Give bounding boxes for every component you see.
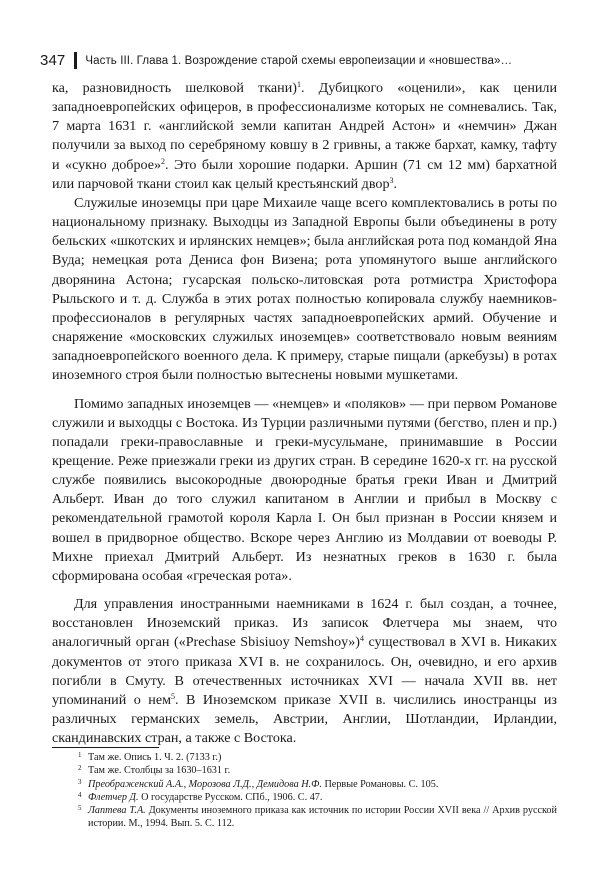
author-name: Преображенский А.А., Морозова Л.Д., Демидова Н.Ф. [88,778,322,790]
text-run: Помимо западных иноземцев — «немцев» и «поляков» — при первом Романове служили и выходцы с Востока. Из Турции различными путями (бегство, плен и пр.) попадали греки-православные и греки-мусульмане, принимавшие в России крещение. Реже приезжали греки из других стран. В середине 1620-х гг. на русской службе появились высокородные двоюродные братья греки Иван и Дмитрий Альберт. Иван до того служил капитаном в Англии и прибыл в Москву с рекомендательной грамотой короля Карла I. Он был признан в России князем и вошел в придворное общество. Вскоре через Англию из Молдавии от воеводы Р. Михне приехал Дмитрий Альберт. Из незнатных греков в 1630 г. была сформирована особая «греческая рота». [52,395,557,584]
text-run: . В Иноземском приказе XVII в. числились иностранцы из различных германских земель, Австрии, Англии, Шотландии, Ирландии, скандинавских стран, а также с Востока. [52,691,557,747]
text-run: Там же. Опись 1. Ч. 2. (7133 г.) [88,752,222,763]
footnote-ref: 3 [389,175,394,185]
text-run: Там же. Столбцы за 1630–1631 г. [88,765,231,777]
text-run: существовал в XVI в. Никаких документов от этого приказа XVI в. не сохранилось. Он, очевидно, и его архив погибли в Смуту. В отечественных источниках XVI — начала XVII вв. нет упоминаний о нем [52,634,558,708]
header-divider [74,52,77,69]
text-run: О государстве Русском. СПб., 1906. С. 47. [138,791,323,803]
main-text [52,79,557,748]
footnote [52,791,557,804]
text-run: . Это были хорошие подарки. Аршин (71 см 12 мм) бархатной или парчовой ткани стоил как целый крестьянский двор [52,156,557,192]
footnote-ref: 5 [171,691,176,701]
running-title: Часть III. Глава 1. Возрождение старой схемы европеизации и «новшества»… [85,54,513,67]
footnote-number: 3 [78,777,82,786]
text-run: Для управления иностранными наемниками в 1624 г. был создан, а точнее, восстановлен Иноземский приказ. Из записок Флетчера мы знаем, что аналогичный орган («Prechase Sbisiuoy Nemshoy») [52,596,557,651]
paragraph [52,595,557,748]
footnote-number: 2 [78,764,82,773]
author-name: Флетчер Д. [88,791,139,803]
footnote [52,764,557,777]
page-number: 347 [40,52,66,69]
footnote [52,804,557,831]
footnote-number: 5 [78,804,82,813]
footnotes [52,751,557,831]
paragraph [52,194,557,386]
footnote [52,751,557,764]
text-run: Служилые иноземцы при царе Михаиле чаще всего комплектовались в роты по национальному признаку. Выходцы из Западной Европы были объединены в роту бельских «шкотских и ирлянских немцев»; была английская рота под командой Яна Вуда; немецкая рота Дениса фон Визена; рота упомянутого выше английского дворянина Астона; гусарская польско-литовская рота ротмистра Христофора Рыльского и т. д. Служба в этих ротах полностью копировала службу наемников-профессионалов в регулярных частях западноевропейских армий. Обучение и снаряжение «московских служилых иноземцев» соответствовало новым веяниям западноевропейского военного дела. К примеру, старые пищали (аркебузы) в ротах иноземного строя были полностью вытеснены новыми мушкетами. [52,194,557,384]
footnote-number: 4 [78,790,82,799]
text-run: . [393,175,398,192]
paragraph [52,395,557,587]
text-run: Первые Романовы. С. 105. [321,778,439,790]
footnote-ref: 2 [161,156,166,166]
text-run: ка, разновидность шелковой ткани) [52,80,297,96]
footnote [52,778,557,791]
paragraph [52,79,557,194]
footnote-ref: 4 [359,634,364,644]
text-run: Документы иноземного приказа как источник по истории России XVII века // Архив русской истории. М., 1994. Вып. 5. С. 112. [88,805,557,830]
text-run: . Дубицкого «оценили», как ценили западноевропейских офицеров, в профессионализме которых не сомневались. Так, 7 марта 1631 г. «английской земли капитан Андрей Астон» и «немчин» Джан получили за выход по серебряному ковшу в 2 гривны, а также бархат, камку, тафту и «сукно доброе» [52,80,557,173]
footnote-rule [52,747,159,748]
footnote-ref: 1 [296,80,301,89]
footnote-number: 1 [78,751,82,759]
author-name: Лаптева Т.А. [88,805,146,817]
running-header [40,52,560,69]
